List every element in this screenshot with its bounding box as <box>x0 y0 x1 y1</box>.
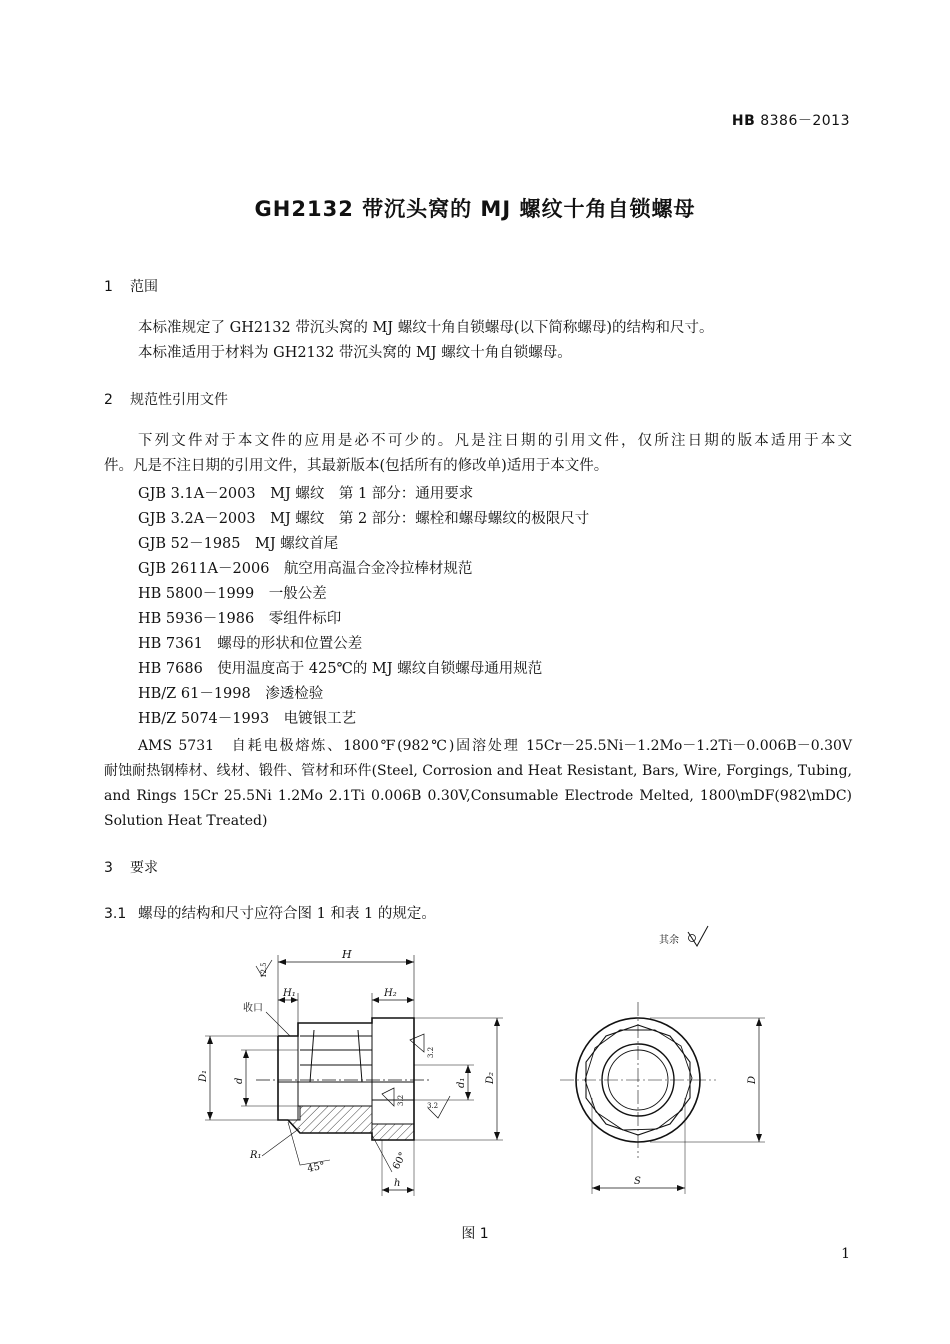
reference-item: GJB 52－1985 MJ 螺纹首尾 <box>138 536 339 552</box>
R1-label: R₁ <box>250 1150 262 1161</box>
document-code: HB 8386－2013 <box>731 113 850 129</box>
section-2-intro-line-1: 下列文件对于本文件的应用是必不可少的。凡是注日期的引用文件，仅所注日期的版本适用于本文 <box>138 433 852 449</box>
ams-reference-line-2: 耐蚀耐热钢棒材、线材、锻件、管材和环件(Steel, Corrosion and Heat Resistant, Bars, Wire, Forgings, Tubing, <box>104 763 852 779</box>
page-number: 1 <box>841 1246 850 1262</box>
dim-H1-label: H₁ <box>283 988 296 999</box>
dim-h-label: h <box>394 1178 401 1189</box>
section-3-heading: 3 要求 <box>104 860 158 876</box>
reference-item: GJB 3.1A－2003 MJ 螺纹 第 1 部分：通用要求 <box>138 486 474 502</box>
roughness-12-5: 12.5 <box>260 962 268 978</box>
dim-D1-label: D₁ <box>198 1069 209 1082</box>
section-1-paragraph-2: 本标准适用于材料为 GH2132 带沉头窝的 MJ 螺纹十角自锁螺母。 <box>138 345 572 361</box>
ams-reference-line-3: and Rings 15Cr 25.5Ni 1.2Mo 2.1Ti 0.006B 0.30V,Consumable Electrode Melted, 1800\mDF(982\mDC) <box>104 788 852 804</box>
reference-item: HB 5936－1986 零组件标印 <box>138 611 342 627</box>
section-1-paragraph-1: 本标准规定了 GH2132 带沉头窝的 MJ 螺纹十角自锁螺母(以下简称螺母)的结构和尺寸。 <box>138 320 714 336</box>
dim-D-label: D <box>747 1075 758 1084</box>
section-3-1: 3.1 螺母的结构和尺寸应符合图 1 和表 1 的规定。 <box>104 906 436 922</box>
section-2-heading: 2 规范性引用文件 <box>104 392 228 408</box>
figure-1-drawing <box>0 920 950 1210</box>
figure-caption: 图 1 <box>461 1226 489 1242</box>
document-title: GH2132 带沉头窝的 MJ 螺纹十角自锁螺母 <box>254 197 696 221</box>
roughness-3-2-a: 3.2 <box>427 1046 435 1058</box>
angle-60-label: 60° <box>390 1150 409 1172</box>
ams-reference-line-1: AMS 5731 自耗电极熔炼、1800℉(982℃)固溶处理 15Cr－25.5Ni－1.2Mo－1.2Ti－0.006B－0.30V <box>138 738 852 754</box>
dim-H-label: H <box>342 948 352 961</box>
reference-item: HB 7361 螺母的形状和位置公差 <box>138 636 363 652</box>
reference-item: HB 7686 使用温度高于 425℃的 MJ 螺纹自锁螺母通用规范 <box>138 661 543 677</box>
qiyu-label: 其余 <box>659 935 679 946</box>
reference-item: GJB 3.2A－2003 MJ 螺纹 第 2 部分：螺栓和螺母螺纹的极限尺寸 <box>138 511 590 527</box>
roughness-3-2-c: 3.2 <box>427 1102 439 1110</box>
reference-item: HB/Z 5074－1993 电镀银工艺 <box>138 711 357 727</box>
reference-item: GJB 2611A－2006 航空用高温合金冷拉棒材规范 <box>138 561 473 577</box>
shoukou-label: 收口 <box>243 1003 263 1014</box>
section-1-heading: 1 范围 <box>104 279 158 295</box>
section-2-intro-line-2: 件。凡是不注日期的引用文件，其最新版本(包括所有的修改单)适用于本文件。 <box>104 458 609 474</box>
roughness-3-2-b: 3.2 <box>397 1094 405 1106</box>
reference-item: HB 5800－1999 一般公差 <box>138 586 327 602</box>
dim-d1-label: d₁ <box>456 1077 467 1088</box>
dim-S-label: S <box>634 1176 641 1187</box>
dim-D2-label: D₂ <box>485 1071 496 1084</box>
reference-item: HB/Z 61－1998 渗透检验 <box>138 686 324 702</box>
dim-H2-label: H₂ <box>384 988 397 999</box>
dim-d-label: d <box>234 1077 245 1084</box>
ams-reference-line-4: Solution Heat Treated) <box>104 813 268 829</box>
angle-45-label: 45° <box>306 1160 326 1175</box>
